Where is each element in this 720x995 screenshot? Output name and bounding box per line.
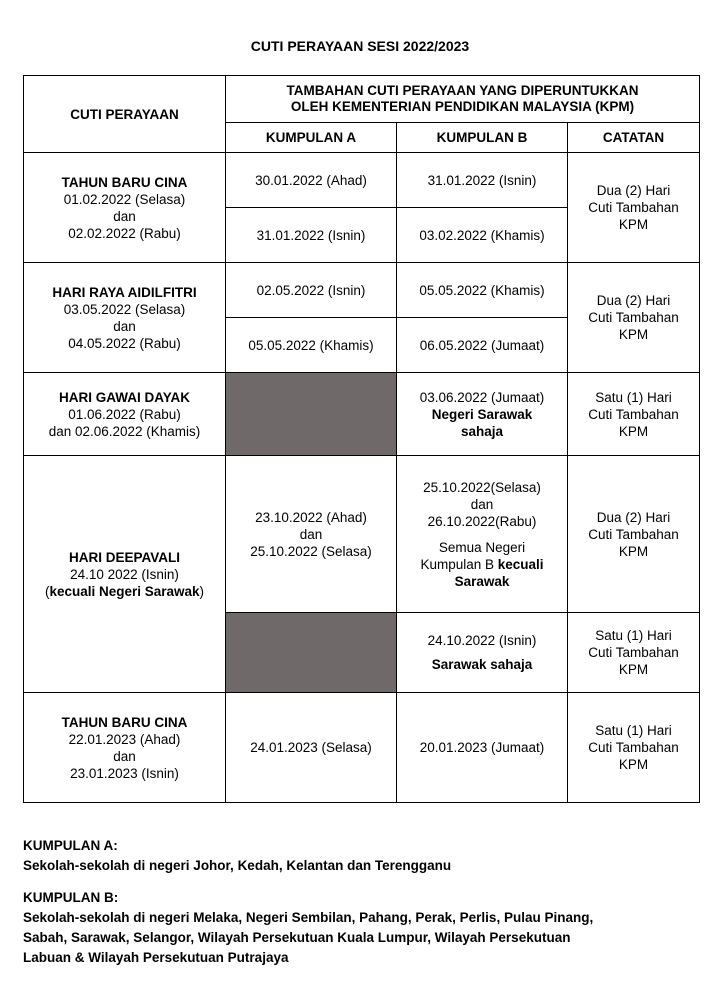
note-line: KPM (618, 662, 649, 677)
note-line: Dua (2) Hari (596, 183, 671, 198)
note-line: Dua (2) Hari (596, 293, 671, 308)
holiday-date: 24.10 2022 (Isnin) (70, 566, 179, 582)
kumpulan-a-note (23, 836, 699, 876)
cell-holiday-cny2022 (24, 153, 226, 263)
holiday-name: HARI DEEPAVALI (68, 549, 180, 565)
cell-holiday-gawai (24, 373, 226, 456)
date-text: 03.06.2022 (Jumaat) (419, 389, 545, 405)
holiday-exception: (kecuali Negeri Sarawak) (44, 583, 205, 599)
kumpulan-b-text: Sekolah-sekolah di negeri Melaka, Negeri Sembilan, Pahang, Perak, Perlis, Pulau Pinang, (23, 910, 594, 925)
holiday-date: 03.05.2022 (Selasa) (63, 301, 186, 317)
cell-holiday-deepavali (24, 456, 226, 693)
cell-kumpulan-b: 06.05.2022 (Jumaat) (397, 318, 568, 373)
header-kumpulan-b: KUMPULAN B (397, 123, 568, 153)
date-text: 25.10.2022(Selasa) (423, 479, 541, 495)
holiday-dan: dan (113, 208, 136, 224)
cell-shaded (226, 373, 397, 456)
date-text: 23.10.2022 (Ahad) (255, 509, 367, 525)
cell-holiday-raya (24, 263, 226, 373)
cell-kumpulan-a: 05.05.2022 (Khamis) (226, 318, 397, 373)
dan-text: dan (470, 496, 494, 512)
note-line: Cuti Tambahan (588, 526, 679, 542)
cell-catatan (568, 373, 700, 456)
cell-kumpulan-a: 02.05.2022 (Isnin) (226, 263, 397, 318)
note-line: Cuti Tambahan (588, 740, 679, 755)
date-text: 24.10.2022 (Isnin) (427, 633, 537, 648)
dan-text: dan (299, 526, 323, 542)
cell-catatan (568, 153, 700, 263)
holiday-name: TAHUN BARU CINA (61, 174, 188, 190)
cell-kumpulan-a (226, 456, 397, 613)
cell-kumpulan-a: 30.01.2022 (Ahad) (226, 153, 397, 208)
holiday-date: 04.05.2022 (Rabu) (68, 335, 181, 351)
cell-kumpulan-b: 20.01.2023 (Jumaat) (397, 693, 568, 803)
holiday-dan: dan (113, 318, 136, 334)
holiday-date: 23.01.2023 (Isnin) (70, 765, 179, 781)
cell-kumpulan-a: 31.01.2022 (Isnin) (226, 208, 397, 263)
kumpulan-b-text: Sabah, Sarawak, Selangor, Wilayah Persekutuan Kuala Lumpur, Wilayah Persekutuan (23, 930, 571, 945)
holiday-dan: dan (113, 748, 136, 764)
kumpulan-b-note (23, 888, 699, 968)
holiday-date: dan 02.06.2022 (Khamis) (48, 423, 201, 439)
holiday-date: 02.02.2022 (Rabu) (68, 225, 181, 241)
note-line: Cuti Tambahan (588, 200, 679, 215)
page-title: CUTI PERAYAAN SESI 2022/2023 (250, 38, 470, 54)
date-text: 25.10.2022 (Selasa) (250, 543, 372, 559)
header-cuti: CUTI PERAYAAN (24, 76, 226, 153)
scope-text: Negeri Sarawak (431, 406, 533, 422)
header-tambahan-line2: OLEH KEMENTERIAN PENDIDIKAN MALAYSIA (KPM) (290, 99, 635, 114)
kumpulan-b-text: Labuan & Wilayah Persekutuan Putrajaya (23, 950, 289, 965)
note-line: KPM (618, 543, 649, 559)
cell-kumpulan-b: 31.01.2022 (Isnin) (397, 153, 568, 208)
holiday-date: 22.01.2023 (Ahad) (68, 731, 181, 747)
cell-catatan (568, 693, 700, 803)
holiday-date: 01.06.2022 (Rabu) (68, 406, 181, 422)
kumpulan-a-title: KUMPULAN A: (23, 838, 118, 853)
scope-text: Semua Negeri (438, 539, 526, 555)
cell-catatan (568, 613, 700, 693)
holiday-date: 01.02.2022 (Selasa) (63, 191, 186, 207)
note-line: KPM (618, 757, 649, 772)
header-kumpulan-a: KUMPULAN A (226, 123, 397, 153)
note-line: KPM (618, 217, 649, 232)
header-catatan: CATATAN (568, 123, 700, 153)
cell-catatan (568, 263, 700, 373)
scope-text: Sarawak sahaja (431, 657, 533, 672)
holiday-name: TAHUN BARU CINA (61, 714, 188, 730)
note-line: Dua (2) Hari (596, 509, 671, 525)
scope-text: Sarawak (454, 573, 510, 589)
note-line: Satu (1) Hari (595, 628, 672, 643)
cell-kumpulan-b (397, 613, 568, 693)
header-tambahan-line1: TAMBAHAN CUTI PERAYAAN YANG DIPERUNTUKKAN (286, 83, 639, 98)
scope-text: Kumpulan B kecuali (420, 556, 544, 572)
cell-kumpulan-b (397, 456, 568, 613)
cell-catatan (568, 456, 700, 613)
note-line: Cuti Tambahan (588, 645, 679, 660)
cell-kumpulan-b: 03.02.2022 (Khamis) (397, 208, 568, 263)
cell-shaded (226, 613, 397, 693)
scope-text: sahaja (460, 423, 504, 439)
note-line: KPM (618, 423, 649, 439)
cell-kumpulan-a: 24.01.2023 (Selasa) (226, 693, 397, 803)
note-line: KPM (618, 327, 649, 342)
holiday-name: HARI GAWAI DAYAK (58, 389, 191, 405)
header-tambahan (226, 76, 700, 123)
holiday-table (23, 75, 700, 803)
date-text: 26.10.2022(Rabu) (427, 513, 537, 529)
note-line: Satu (1) Hari (595, 389, 672, 405)
holiday-name: HARI RAYA AIDILFITRI (52, 284, 197, 300)
cell-kumpulan-b (397, 373, 568, 456)
kumpulan-a-text: Sekolah-sekolah di negeri Johor, Kedah, Kelantan dan Terengganu (23, 858, 452, 873)
note-line: Cuti Tambahan (588, 406, 679, 422)
note-line: Satu (1) Hari (595, 723, 672, 738)
cell-kumpulan-b: 05.05.2022 (Khamis) (397, 263, 568, 318)
note-line: Cuti Tambahan (588, 310, 679, 325)
kumpulan-b-title: KUMPULAN B: (23, 890, 119, 905)
cell-holiday-cny2023 (24, 693, 226, 803)
